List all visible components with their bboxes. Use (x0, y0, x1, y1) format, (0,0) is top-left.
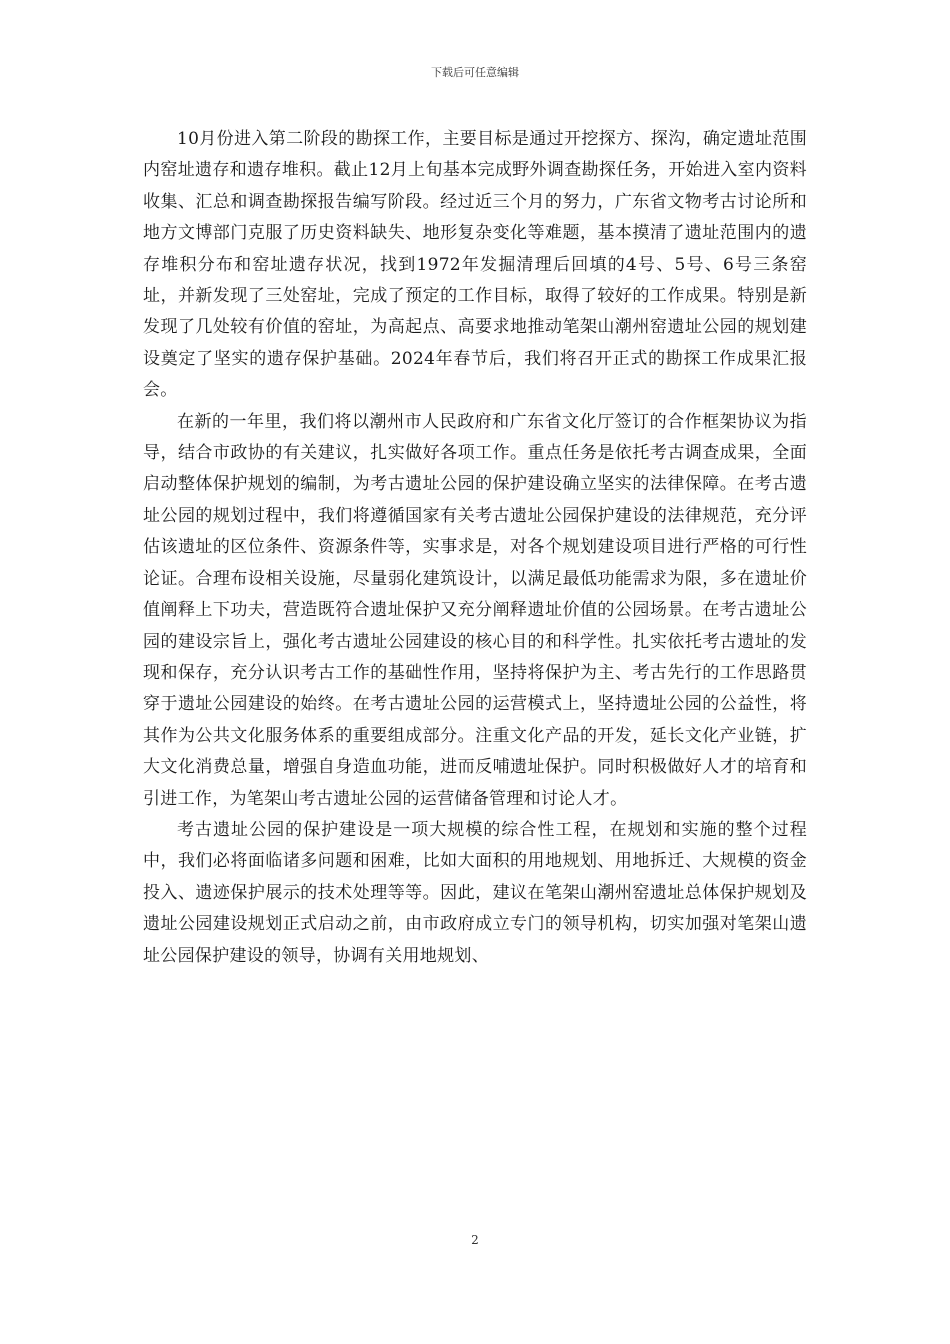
header-note: 下载后可任意编辑 (431, 66, 519, 79)
page-number: 2 (471, 1233, 479, 1247)
paragraph: 在新的一年里，我们将以潮州市人民政府和广东省文化厅签订的合作框架协议为指导，结合市政协的有关建议，扎实做好各项工作。重点任务是依托考古调查成果，全面启动整体保护规划的编制，为考古遗址公园的保护建设确立坚实的法律保障。在考古遗址公园的规划过程中，我们将遵循国家有关考古遗址公园保护建设的法律规范，充分评估该遗址的区位条件、资源条件等，实事求是，对各个规划建设项目进行严格的可行性论证。合理布设相关设施，尽量弱化建筑设计，以满足最低功能需求为限，多在遗址价值阐释上下功夫，营造既符合遗址保护又充分阐释遗址价值的公园场景。在考古遗址公园的建设宗旨上，强化考古遗址公园建设的核心目的和科学性。扎实依托考古遗址的发现和保存，充分认识考古工作的基础性作用，坚持将保护为主、考古先行的工作思路贯穿于遗址公园建设的始终。在考古遗址公园的运营模式上，坚持遗址公园的公益性，将其作为公共文化服务体系的重要组成部分。注重文化产品的开发，延长文化产业链，扩大文化消费总量，增强自身造血功能，进而反哺遗址保护。同时积极做好人才的培育和引进工作，为笔架山考古遗址公园的运营储备管理和讨论人才。 (143, 411, 807, 809)
paragraph: 10月份进入第二阶段的勘探工作，主要目标是通过开挖探方、探沟，确定遗址范围内窑址遗存和遗存堆积。截止12月上旬基本完成野外调查勘探任务，开始进入室内资料收集、汇总和调查勘探报告编写阶段。经过近三个月的努力，广东省文物考古讨论所和地方文博部门克服了历史资料缺失、地形复杂变化等难题，基本摸清了遗址范围内的遗存堆积分布和窑址遗存状况，找到1972年发掘清理后回填的4号、5号、6号三条窑址，并新发现了三处窑址，完成了预定的工作目标，取得了较好的工作成果。特别是新发现了几处较有价值的窑址，为高起点、高要求地推动笔架山潮州窑遗址公园的规划建设奠定了坚实的遗存保护基础。2024年春节后，我们将召开正式的勘探工作成果汇报会。 (143, 129, 807, 401)
paragraph: 考古遗址公园的保护建设是一项大规模的综合性工程，在规划和实施的整个过程中，我们必将面临诸多问题和困难，比如大面积的用地规划、用地拆迁、大规模的资金投入、遗迹保护展示的技术处理等等。因此，建议在笔架山潮州窑遗址总体保护规划及遗址公园建设规划正式启动之前，由市政府成立专门的领导机构，切实加强对笔架山遗址公园保护建设的领导，协调有关用地规划、 (143, 819, 807, 966)
document-body (143, 124, 807, 972)
